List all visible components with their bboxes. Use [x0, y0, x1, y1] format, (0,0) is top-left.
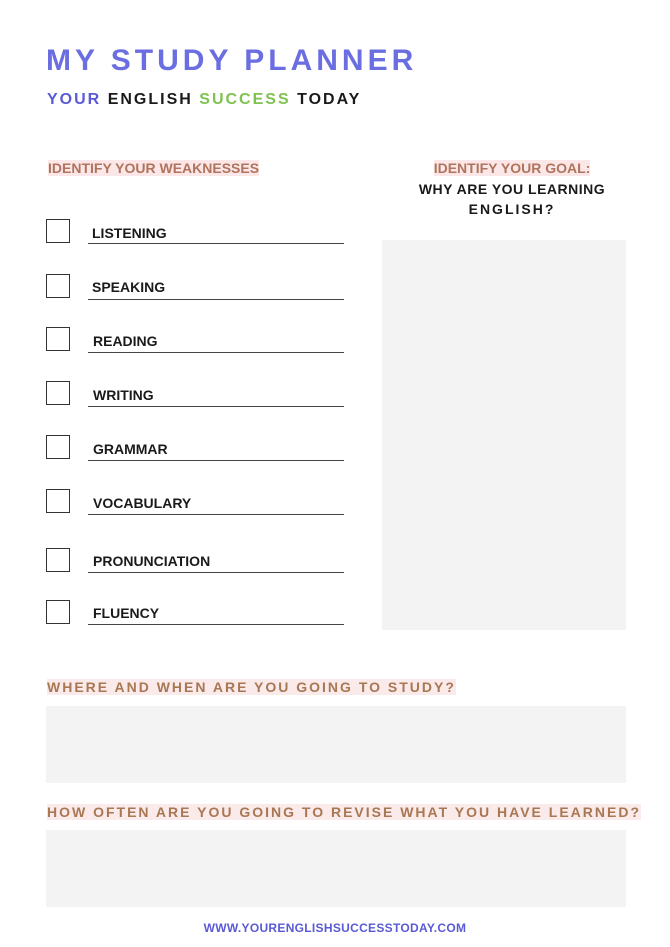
- footer-url[interactable]: WWW.YOURENGLISHSUCCESSTODAY.COM: [203, 921, 467, 935]
- weaknesses-heading: IDENTIFY YOUR WEAKNESSES: [48, 160, 260, 176]
- checkbox-fluency[interactable]: [46, 600, 70, 624]
- checkbox-writing[interactable]: [46, 381, 70, 405]
- skill-label-pronunciation: PRONUNCIATION: [93, 553, 211, 569]
- how-often-answer-box[interactable]: [46, 830, 626, 907]
- skill-label-writing: WRITING: [93, 387, 154, 403]
- skill-underline: [88, 406, 344, 407]
- subtitle-word-today: TODAY: [297, 91, 362, 108]
- skill-label-speaking: SPEAKING: [92, 279, 166, 295]
- page-title: MY STUDY PLANNER: [46, 44, 418, 77]
- skill-label-listening: LISTENING: [92, 225, 167, 241]
- where-when-answer-box[interactable]: [46, 706, 626, 783]
- how-often-heading: HOW OFTEN ARE YOU GOING TO REVISE WHAT YOU HAVE LEARNED?: [47, 804, 641, 820]
- checkbox-listening[interactable]: [46, 219, 70, 243]
- checkbox-pronunciation[interactable]: [46, 548, 70, 572]
- skill-label-fluency: FLUENCY: [93, 605, 160, 621]
- goal-answer-box[interactable]: [382, 240, 626, 630]
- skill-underline: [88, 352, 344, 353]
- where-when-heading: WHERE AND WHEN ARE YOU GOING TO STUDY?: [47, 679, 456, 695]
- checkbox-speaking[interactable]: [46, 274, 70, 298]
- skill-underline: [88, 572, 344, 573]
- goal-heading: IDENTIFY YOUR GOAL:: [433, 160, 591, 176]
- skill-label-grammar: GRAMMAR: [93, 441, 168, 457]
- subtitle-word-your: YOUR: [47, 91, 102, 108]
- skill-label-vocabulary: VOCABULARY: [93, 495, 192, 511]
- skill-underline: [88, 514, 344, 515]
- skill-label-reading: READING: [93, 333, 158, 349]
- skill-underline: [88, 299, 344, 300]
- skill-underline: [88, 460, 344, 461]
- goal-question-line1: WHY ARE YOU LEARNING: [418, 181, 606, 197]
- checkbox-grammar[interactable]: [46, 435, 70, 459]
- subtitle-word-success: SUCCESS: [199, 91, 291, 108]
- subtitle-word-english: ENGLISH: [107, 91, 193, 108]
- skill-underline: [88, 624, 344, 625]
- checkbox-reading[interactable]: [46, 327, 70, 351]
- skill-underline: [88, 243, 344, 244]
- goal-question: [400, 179, 624, 219]
- subtitle: [47, 91, 361, 109]
- goal-question-line2: ENGLISH?: [468, 201, 556, 217]
- checkbox-vocabulary[interactable]: [46, 489, 70, 513]
